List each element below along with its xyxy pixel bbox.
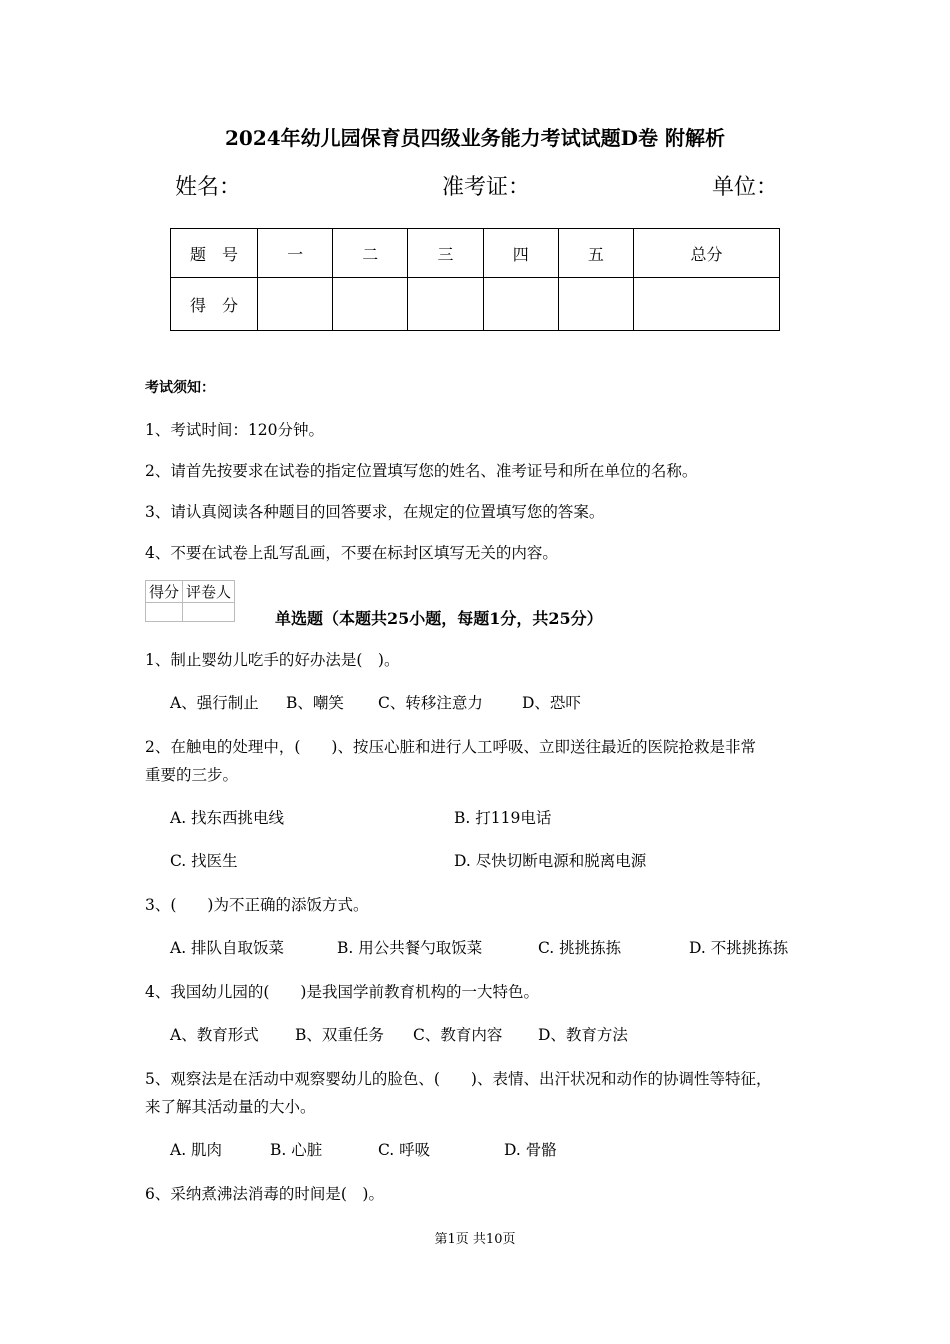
- option: C. 挑挑拣拣: [538, 939, 622, 957]
- option: C. 找医生: [170, 852, 238, 870]
- score-cell[interactable]: [483, 278, 558, 331]
- option: D. 不挑挑拣拣: [689, 939, 789, 957]
- option: B、嘲笑: [286, 694, 344, 712]
- option: A、强行制止: [170, 694, 259, 712]
- option: B、双重任务: [295, 1026, 384, 1044]
- option: A. 找东西挑电线: [170, 809, 285, 827]
- unit-label: 单位：: [712, 175, 779, 200]
- score-cell[interactable]: [408, 278, 483, 331]
- option: A. 排队自取饭菜: [170, 939, 285, 957]
- header-cell: 题 号: [171, 229, 258, 278]
- header-cell: 总分: [634, 229, 780, 278]
- question-stem: 5、观察法是在活动中观察婴幼儿的脸色、( )、表情、出汗状况和动作的协调性等特征，: [145, 1070, 772, 1088]
- question-stem: 2、在触电的处理中，( )、按压心脏和进行人工呼吸、立即送往最近的医院抢救是非常: [145, 738, 756, 756]
- question-stem-continued: 重要的三步。: [145, 766, 239, 784]
- option: D、教育方法: [538, 1026, 628, 1044]
- note-item: 1、考试时间：120分钟。: [145, 421, 324, 439]
- score-cell[interactable]: [558, 278, 633, 331]
- score-table: [170, 228, 780, 331]
- option: C. 呼吸: [378, 1141, 431, 1159]
- question-stem: 4、我国幼儿园的( )是我国学前教育机构的一大特色。: [145, 983, 539, 1001]
- score-cell[interactable]: [258, 278, 333, 331]
- header-cell: 五: [558, 229, 633, 278]
- header-cell: 一: [258, 229, 333, 278]
- score-cell[interactable]: [634, 278, 780, 331]
- header-cell: 四: [483, 229, 558, 278]
- question-stem-continued: 来了解其活动量的大小。: [145, 1098, 316, 1116]
- exam-id-label: 准考证：: [442, 175, 531, 200]
- option: D、恐吓: [522, 694, 581, 712]
- notes-heading: 考试须知：: [145, 380, 215, 396]
- option: C、转移注意力: [378, 694, 483, 712]
- row-label-cell: 得 分: [171, 278, 258, 331]
- question-stem: 6、采纳煮沸法消毒的时间是( )。: [145, 1185, 384, 1203]
- option: B. 心脏: [270, 1141, 323, 1159]
- option: D. 尽快切断电源和脱离电源: [454, 852, 647, 870]
- option: C、教育内容: [413, 1026, 503, 1044]
- score-table-score-row: [171, 278, 780, 331]
- question-stem: 3、( )为不正确的添饭方式。: [145, 896, 369, 914]
- grader-name-label: 评卷人: [183, 581, 235, 603]
- page-title: 2024年幼儿园保育员四级业务能力考试试题D卷 附解析: [225, 126, 725, 150]
- score-cell[interactable]: [333, 278, 408, 331]
- header-cell: 二: [333, 229, 408, 278]
- option: D. 骨骼: [504, 1141, 557, 1159]
- grader-score-label: 得分: [146, 581, 183, 603]
- option: B. 打119电话: [454, 809, 552, 827]
- note-item: 3、请认真阅读各种题目的回答要求，在规定的位置填写您的答案。: [145, 503, 605, 521]
- header-cell: 三: [408, 229, 483, 278]
- name-label: 姓名：: [175, 175, 242, 200]
- note-item: 2、请首先按要求在试卷的指定位置填写您的姓名、准考证号和所在单位的名称。: [145, 462, 698, 480]
- option: B. 用公共餐勺取饭菜: [337, 939, 483, 957]
- option: A. 肌肉: [170, 1141, 223, 1159]
- option: A、教育形式: [170, 1026, 259, 1044]
- score-table-header-row: [171, 229, 780, 278]
- question-stem: 1、制止婴幼儿吃手的好办法是( )。: [145, 651, 400, 669]
- section-title: 单选题（本题共25小题，每题1分，共25分）: [275, 609, 603, 628]
- page-footer: 第1页 共10页: [434, 1232, 516, 1247]
- grader-box: [145, 580, 235, 622]
- note-item: 4、不要在试卷上乱写乱画，不要在标封区填写无关的内容。: [145, 544, 558, 562]
- grader-score-cell[interactable]: [146, 603, 183, 622]
- grader-name-cell[interactable]: [183, 603, 235, 622]
